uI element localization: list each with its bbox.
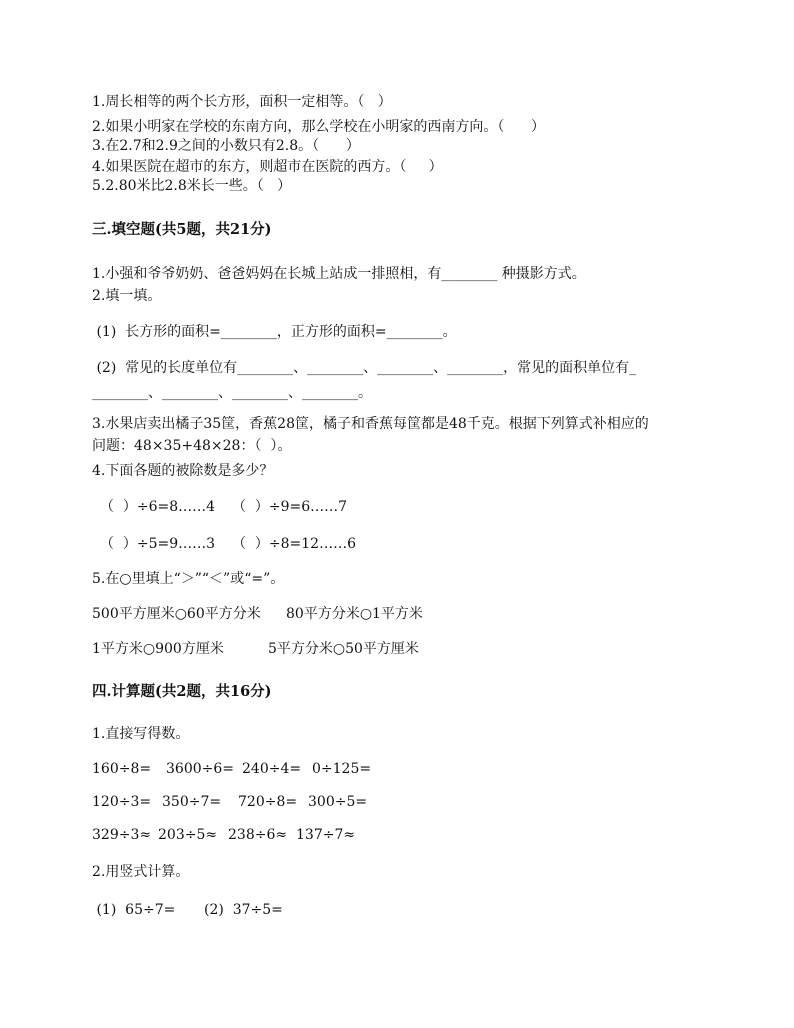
calc-item: 350÷7= <box>162 794 222 810</box>
judge-question-5: 5.2.80米比2.8米长一些。（ ） <box>92 178 292 194</box>
judge-question-3: 3.在2.7和2.9之间的小数只有2.8。（ ） <box>92 138 360 154</box>
division-item: （ ）÷8=12……6 <box>232 536 356 552</box>
calc-item: 238÷6≈ <box>228 827 288 843</box>
vertical-calc-item: (2) 37÷5= <box>204 902 283 918</box>
compare-item: 500平方厘米○60平方分米 <box>92 606 261 622</box>
calc-item: 240÷4= <box>242 761 302 777</box>
calc-question-2: 2.用竖式计算。 <box>92 864 190 880</box>
fill-question-4: 4.下面各题的被除数是多少？ <box>92 463 274 479</box>
calc-item: 300÷5= <box>308 794 368 810</box>
division-item: （ ）÷5=9……3 <box>100 536 216 552</box>
compare-item: 5平方分米○50平方厘米 <box>268 641 419 657</box>
judge-question-2: 2.如果小明家在学校的东南方向，那么学校在小明家的西南方向。（ ） <box>92 119 546 135</box>
fill-question-3-line-2: 问题：48×35+48×28：（ ）。 <box>92 438 292 454</box>
calc-item: 329÷3≈ <box>92 827 152 843</box>
section-3-title: 三.填空题(共5题，共21分) <box>92 221 272 238</box>
calc-item: 3600÷6= <box>166 761 234 777</box>
fill-question-2-part-1: (1) 长方形的面积=________，正方形的面积=________。 <box>92 324 457 340</box>
calc-item: 137÷7≈ <box>296 827 356 843</box>
fill-question-2-part-2-line-1: (2) 常见的长度单位有________、________、________、________，常见的面积单位有_ <box>92 360 637 376</box>
fill-question-2-part-2-line-2: ________、________、________、________。 <box>92 385 372 401</box>
fill-question-3-line-1: 3.水果店卖出橘子35筐，香蕉28筐，橘子和香蕉每筐都是48千克。根据下列算式补相应的 <box>92 416 649 432</box>
fill-question-2: 2.填一填。 <box>92 288 162 304</box>
fill-question-5: 5.在○里填上“＞”“＜”或“=”。 <box>92 571 285 587</box>
calc-item: 203÷5≈ <box>158 827 218 843</box>
division-item: （ ）÷6=8……4 <box>100 499 216 515</box>
calc-question-1: 1.直接写得数。 <box>92 726 190 742</box>
judge-question-4: 4.如果医院在超市的东方，则超市在医院的西方。（ ） <box>92 159 443 175</box>
fill-question-1: 1.小强和爷爷奶奶、爸爸妈妈在长城上站成一排照相，有________ 种摄影方式。 <box>92 266 586 282</box>
vertical-calc-row <box>92 900 283 960</box>
compare-item: 80平方分米○1平方米 <box>286 606 423 622</box>
division-item: （ ）÷9=6……7 <box>232 499 348 515</box>
compare-item: 1平方米○900方厘米 <box>92 641 224 657</box>
section-4-title: 四.计算题(共2题，共16分) <box>92 683 272 700</box>
calc-item: 120÷3= <box>92 794 152 810</box>
calc-item: 160÷8= <box>92 761 152 777</box>
judge-question-1: 1.周长相等的两个长方形，面积一定相等。（ ） <box>92 94 392 110</box>
calc-item: 0÷125= <box>312 761 372 777</box>
calc-item: 720÷8= <box>238 794 298 810</box>
vertical-calc-item: (1) 65÷7= <box>92 902 176 918</box>
